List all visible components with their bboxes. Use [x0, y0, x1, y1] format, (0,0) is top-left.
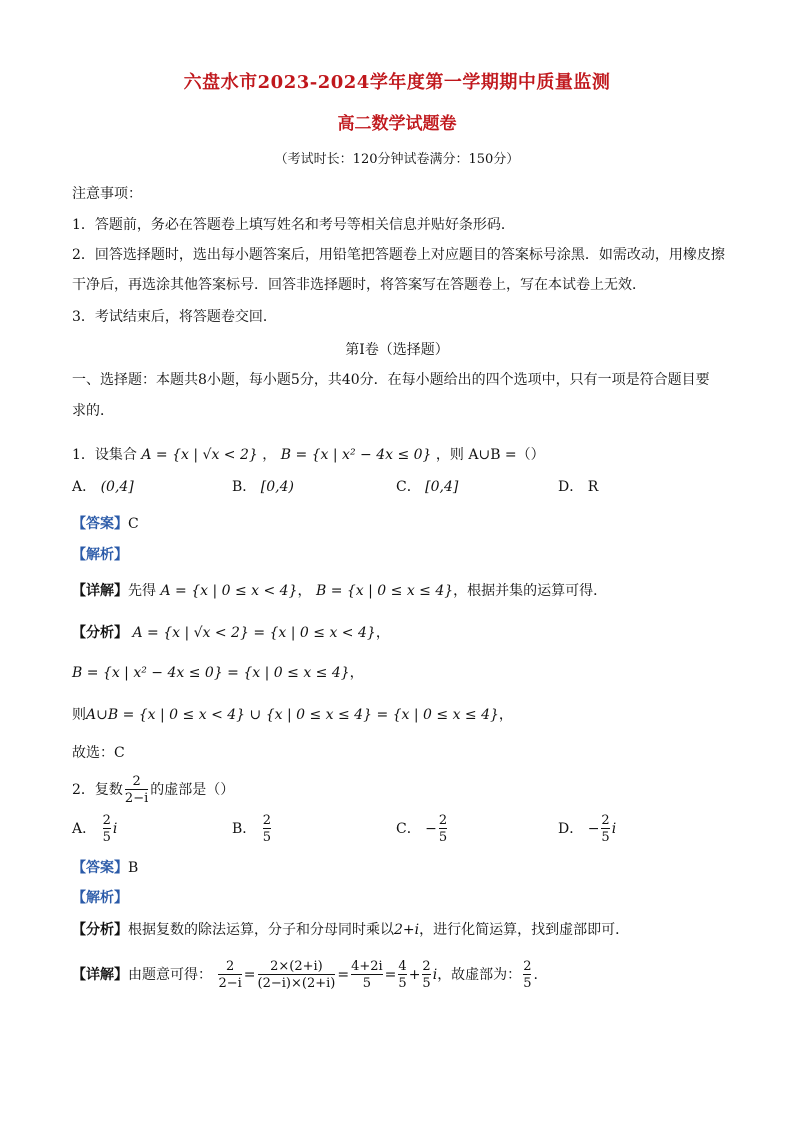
- q1-analysis-2: [72, 663, 364, 683]
- q2-analysis-text-b: ，进行化简运算，找到虚部即可．: [419, 922, 630, 938]
- q1-option-d-value: R: [587, 479, 599, 495]
- q1-answer-value: C: [128, 516, 139, 532]
- q1-option-a: [72, 477, 134, 497]
- note-3: 3．考试结束后，将答题卷交回．: [72, 309, 277, 325]
- q1-option-d-label: D．: [558, 479, 584, 495]
- q2-option-a-frac: [103, 813, 111, 845]
- q1-option-d: [558, 477, 598, 497]
- q1-analysis-1: [72, 623, 390, 643]
- q1-option-c-value: [0,4]: [425, 479, 459, 495]
- notes-heading: 注意事项：: [72, 186, 142, 202]
- q1-analysis-pre-3: 则: [72, 707, 86, 723]
- q2-option-a-den: 5: [102, 830, 111, 845]
- q1-suffix: ，则 A∪B =（）: [435, 447, 545, 463]
- q2-detail-plus: +: [408, 967, 421, 983]
- q2-option-b-frac: [263, 813, 271, 845]
- section-intro-line-1: 一、选择题：本题共8小题，每小题5分，共40分．在每小题给出的四个选项中，只有一项是符合题目要: [72, 372, 710, 388]
- q1-detail: [72, 581, 607, 601]
- q2-detail-text-a: 由题意可得：: [128, 967, 212, 983]
- q1-detail-tag: 【详解】: [72, 583, 128, 599]
- q2-prefix: 2．复数: [72, 782, 123, 798]
- section-heading: 第I卷（选择题）: [345, 342, 449, 358]
- q2-jiexi: [72, 888, 128, 908]
- q2-detail-period: .: [533, 967, 538, 983]
- q1-detail-set-a: A = {x | 0 ≤ x < 4}: [160, 583, 298, 599]
- q2-answer-value: B: [128, 860, 139, 876]
- q1-option-c-label: C．: [396, 479, 421, 495]
- q2-option-b-label: B．: [232, 821, 257, 837]
- q1-detail-text-a: 先得: [128, 583, 156, 599]
- q2-detail-frac-4-den: 5: [398, 976, 407, 991]
- q2-detail-frac-3-den: 5: [351, 974, 383, 991]
- q1-answer-tag: 【答案】: [72, 516, 128, 532]
- question-1-stem: [72, 445, 545, 465]
- q2-detail-eq-2: =: [337, 967, 350, 983]
- q2-fraction-den: 2−i: [124, 791, 149, 806]
- q1-detail-text-b: ，根据并集的运算可得．: [453, 583, 608, 599]
- q1-prefix: 1．设集合: [72, 447, 137, 463]
- section-intro-line-2: 求的．: [72, 403, 114, 419]
- q2-detail-frac-5: [422, 959, 430, 991]
- q2-detail-frac-2-num: 2×(2+i): [270, 959, 323, 974]
- q2-detail-tag: 【详解】: [72, 967, 128, 983]
- q1-option-b: [232, 477, 294, 497]
- q2-option-d-den: 5: [601, 830, 610, 845]
- q1-option-b-value: [0,4): [260, 479, 294, 495]
- q2-detail-eq-3: =: [384, 967, 397, 983]
- q1-answer: [72, 514, 139, 534]
- note-2-line-1: 2．回答选择题时，选出每小题答案后，用铅笔把答题卷上对应题目的答案标号涂黑．如需改动，用橡皮擦: [72, 247, 725, 263]
- q2-detail: [72, 955, 538, 995]
- q2-option-c-sign: −: [425, 821, 437, 837]
- q2-jiexi-tag: 【解析】: [72, 890, 128, 906]
- q2-fraction: [125, 774, 148, 806]
- q2-answer: [72, 858, 138, 878]
- q1-analysis-expr-3: A∪B = {x | 0 ≤ x < 4} ∪ {x | 0 ≤ x ≤ 4} = {x | 0 ≤ x ≤ 4}: [86, 707, 499, 723]
- q1-option-a-label: A．: [72, 479, 97, 495]
- q2-detail-text-b: ，故虚部为：: [437, 967, 522, 983]
- q2-option-c-frac: [439, 813, 447, 845]
- q2-detail-eq-1: =: [243, 967, 256, 983]
- q2-detail-frac-2: [258, 959, 336, 991]
- q2-option-a-tail: i: [112, 821, 118, 837]
- q1-analysis-tag: 【分析】: [72, 625, 128, 641]
- q1-analysis-expr-2: B = {x | x² − 4x ≤ 0} = {x | 0 ≤ x ≤ 4}: [72, 665, 350, 681]
- note-2-line-2: 干净后，再选涂其他答案标号．回答非选择题时，将答案写在答题卷上，写在本试卷上无效．: [72, 277, 646, 293]
- q2-detail-frac-1: [218, 959, 241, 991]
- q2-option-b: [232, 812, 273, 846]
- q2-detail-frac-1-num: 2: [225, 959, 235, 974]
- q2-option-c-num: 2: [438, 813, 448, 828]
- q1-analysis-expr-1: A = {x | √x < 2} = {x | 0 ≤ x < 4}: [132, 625, 376, 641]
- exam-info: （考试时长：120分钟试卷满分：150分）: [274, 152, 520, 167]
- q1-comma: ，: [262, 447, 277, 463]
- q1-analysis-end-2: ，: [349, 665, 364, 681]
- q2-analysis-expr: 2+i: [394, 922, 420, 938]
- q2-option-d-sign: −: [587, 821, 600, 837]
- q1-set-a: A = {x | √x < 2}: [141, 447, 258, 463]
- q1-choose: 故选：C: [72, 745, 125, 761]
- q1-detail-comma: ，: [297, 583, 312, 599]
- q1-analysis-3: [72, 705, 513, 725]
- q2-detail-frac-5-num: 2: [422, 959, 431, 974]
- q2-option-c-den: 5: [438, 830, 448, 845]
- q1-option-a-value: (0,4]: [100, 479, 134, 495]
- q1-set-b: B = {x | x² − 4x ≤ 0}: [280, 447, 432, 463]
- q2-detail-frac-6: [523, 959, 531, 991]
- q2-option-d-frac: [601, 813, 609, 845]
- q2-option-d: [558, 812, 616, 846]
- q2-option-a-num: 2: [102, 813, 111, 828]
- question-2-stem: [72, 773, 234, 807]
- q2-detail-frac-4-num: 4: [398, 959, 407, 974]
- q1-option-b-label: B．: [232, 479, 257, 495]
- note-1: 1．答题前，务必在答题卷上填写姓名和考号等相关信息并贴好条形码．: [72, 217, 515, 233]
- q2-option-c-label: C．: [396, 821, 421, 837]
- q2-option-c: [396, 812, 449, 846]
- q1-option-c: [396, 477, 458, 497]
- q2-detail-frac-4: [398, 959, 406, 991]
- q1-jiexi: [72, 545, 128, 565]
- q2-option-b-num: 2: [262, 813, 272, 828]
- q2-analysis-tag: 【分析】: [72, 922, 128, 938]
- q1-detail-set-b: B = {x | 0 ≤ x ≤ 4}: [315, 583, 454, 599]
- q2-option-b-den: 5: [262, 830, 272, 845]
- page-subtitle: 高二数学试题卷: [337, 114, 457, 134]
- q2-option-d-tail: i: [611, 821, 617, 837]
- q2-option-d-label: D．: [558, 821, 584, 837]
- page-title: 六盘水市2023-2024学年度第一学期期中质量监测: [183, 72, 611, 93]
- q2-answer-tag: 【答案】: [72, 860, 128, 876]
- q2-fraction-num: 2: [132, 774, 141, 789]
- q2-analysis-text-a: 根据复数的除法运算，分子和分母同时乘以: [128, 922, 394, 938]
- q2-option-d-num: 2: [601, 813, 610, 828]
- q1-analysis-end-1: ，: [375, 625, 390, 641]
- q2-option-a: [72, 812, 117, 846]
- q2-option-a-label: A．: [72, 821, 97, 837]
- q2-detail-frac-1-den: 2−i: [218, 976, 242, 991]
- q2-analysis: [72, 920, 629, 940]
- q2-detail-frac-3-num: 4+2i: [351, 959, 383, 974]
- q2-detail-frac-2-den: (2−i)×(2+i): [257, 976, 336, 991]
- q2-detail-frac-6-den: 5: [523, 976, 532, 991]
- q2-suffix: 的虚部是（）: [150, 782, 235, 798]
- q1-analysis-end-3: ，: [498, 707, 513, 723]
- q1-jiexi-tag: 【解析】: [72, 547, 128, 563]
- q2-detail-frac-5-den: 5: [422, 976, 431, 991]
- q2-detail-frac-5-tail: i: [432, 967, 438, 983]
- q2-detail-frac-3: [351, 959, 383, 991]
- q2-detail-frac-6-num: 2: [523, 959, 532, 974]
